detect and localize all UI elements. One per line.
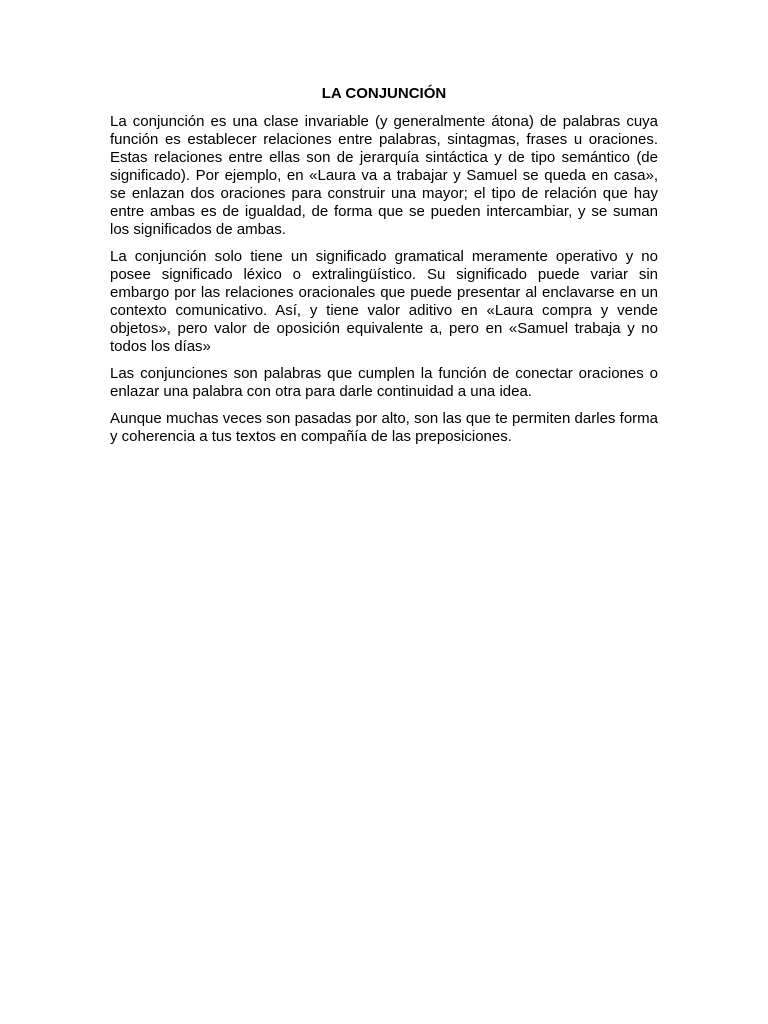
paragraph-function: Las conjunciones son palabras que cumplen la función de conectar oraciones o enlazar una palabra con otra para darle continuidad a una idea.: [110, 365, 658, 400]
paragraph-definition: La conjunción es una clase invariable (y generalmente átona) de palabras cuya función es establecer relaciones entre palabras, sintagmas, frases u oraciones. Estas relaciones entre ellas son de jerarquía sintáctica y de tipo semántico (de significado). Por ejemplo, en «Laura va a trabajar y Samuel se queda en casa», se enlazan dos oraciones para construir una mayor; el tipo de relación que hay entre ambas es de igualdad, de forma que se pueden intercambiar, y se suman los significados de ambas.: [110, 113, 658, 238]
document-title: LA CONJUNCIÓN: [321, 85, 447, 102]
paragraph-coherence: Aunque muchas veces son pasadas por alto, son las que te permiten darles forma y coherencia a tus textos en compañía de las preposiciones.: [110, 410, 658, 445]
paragraph-meaning: La conjunción solo tiene un significado gramatical meramente operativo y no posee significado léxico o extralingüístico. Su significado puede variar sin embargo por las relaciones oracionales que puede presentar al enclavarse en un contexto comunicativo. Así, y tiene valor aditivo en «Laura compra y vende objetos», pero valor de oposición equivalente a, pero en «Samuel trabaja y no todos los días»: [110, 248, 658, 355]
document-body: [110, 84, 658, 455]
